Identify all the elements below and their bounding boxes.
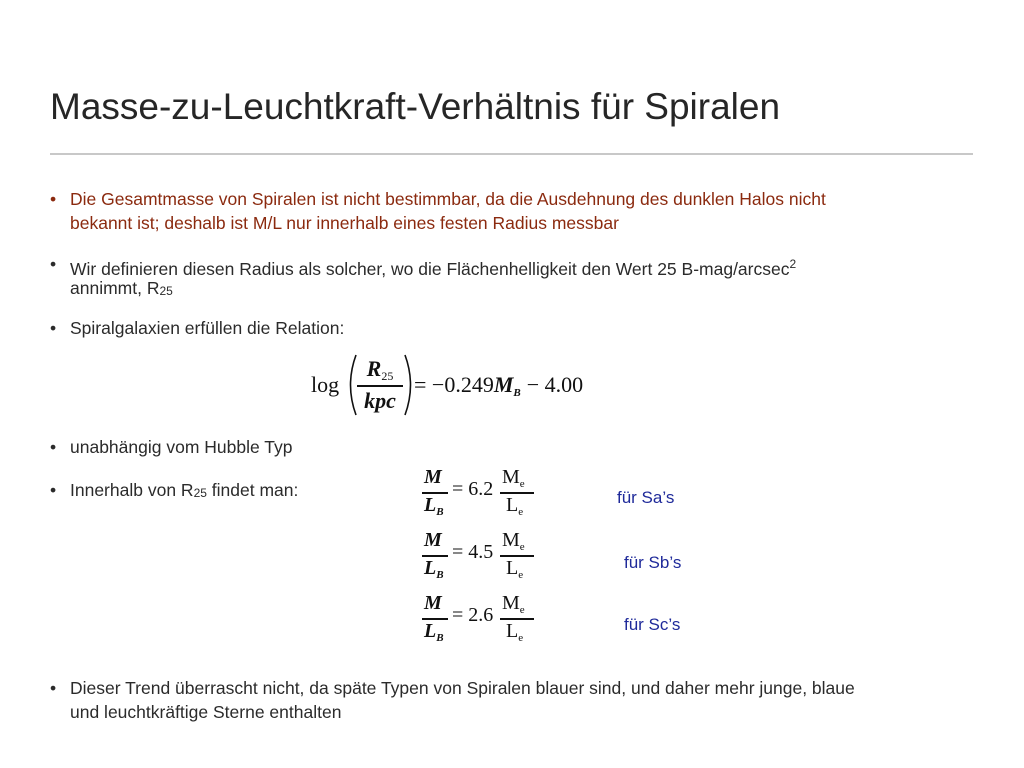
formula-mb-subscript: B xyxy=(513,387,521,399)
formula-mb: M xyxy=(493,372,514,397)
ratio-equation-sc xyxy=(422,592,542,646)
ratio-den-symbol: L xyxy=(424,620,437,642)
ratio-numerator: M xyxy=(424,529,442,551)
bullet-text-line-2: und leuchtkräftige Sterne enthalten xyxy=(70,702,342,722)
bullet-dot: • xyxy=(50,480,57,500)
ratio-denominator xyxy=(424,620,444,644)
bullet-text: unabhängig vom Hubble Typ xyxy=(70,437,293,457)
solar-num-symbol: M xyxy=(502,529,520,551)
solar-denominator xyxy=(506,557,523,581)
ratio-value: = 4.5 xyxy=(452,541,494,563)
solar-numerator xyxy=(502,466,525,490)
ratio-equation-sb xyxy=(422,529,542,583)
subscript: 25 xyxy=(159,284,173,298)
subscript: 25 xyxy=(193,486,207,500)
solar-den-symbol: L xyxy=(506,620,519,642)
bullet-dot: • xyxy=(50,189,57,209)
solar-subscript: e xyxy=(518,506,524,518)
solar-denominator xyxy=(506,494,523,518)
slide-title: Masse-zu-Leuchtkraft-Verhältnis für Spiralen xyxy=(50,86,781,127)
numerator-subscript: 25 xyxy=(381,369,394,383)
ratio-numerator: M xyxy=(424,592,442,614)
formula-rhs xyxy=(414,372,583,399)
ratio-numerator: M xyxy=(424,466,442,488)
solar-subscript: e xyxy=(518,569,524,581)
bullet-dot: • xyxy=(50,318,57,338)
solar-subscript: e xyxy=(518,632,524,644)
bullet-text-line-1: Die Gesamtmasse von Spiralen ist nicht bestimmbar, da die Ausdehnung des dunklen Halos nicht xyxy=(70,189,826,209)
formula-coefficient: = −0.249 xyxy=(414,372,494,397)
ratio-den-symbol: L xyxy=(424,494,437,516)
numerator-symbol: R xyxy=(366,356,382,381)
solar-denominator xyxy=(506,620,523,644)
bullet-dot: • xyxy=(50,254,57,274)
ratio-den-symbol: L xyxy=(424,557,437,579)
formula-constant: − 4.00 xyxy=(526,372,584,397)
ratio-den-subscript: B xyxy=(436,506,444,518)
ratio-label-sa: für Sa’s xyxy=(617,488,675,507)
bullet-text: Spiralgalaxien erfüllen die Relation: xyxy=(70,318,345,338)
solar-numerator xyxy=(502,592,525,616)
bullet-text-line-2 xyxy=(70,276,173,303)
fraction-line xyxy=(357,385,403,387)
ratio-denominator xyxy=(424,557,444,581)
formula-numerator xyxy=(359,356,401,384)
solar-subscript: e xyxy=(519,604,525,616)
solar-numerator xyxy=(502,529,525,553)
formula-log: log xyxy=(311,372,340,397)
solar-den-symbol: L xyxy=(506,494,519,516)
solar-subscript: e xyxy=(519,478,525,490)
ratio-equation-sa xyxy=(422,466,542,520)
solar-num-symbol: M xyxy=(502,592,520,614)
formula-denominator: kpc xyxy=(364,388,396,413)
bullet-dot: • xyxy=(50,437,57,457)
ratio-label-sc: für Sc’s xyxy=(624,615,681,634)
bullet-text-line-1: Dieser Trend überrascht nicht, da späte Typen von Spiralen blauer sind, und daher mehr junge, blaue xyxy=(70,678,855,698)
solar-den-symbol: L xyxy=(506,557,519,579)
bullet-text-line-2: bekannt ist; deshalb ist M/L nur innerhalb eines festen Radius messbar xyxy=(70,213,619,233)
left-paren xyxy=(344,354,358,416)
bullet-text xyxy=(70,478,298,505)
superscript: 2 xyxy=(789,257,797,271)
bullet-dot: • xyxy=(50,678,57,698)
solar-num-symbol: M xyxy=(502,466,520,488)
solar-subscript: e xyxy=(519,541,525,553)
ratio-label-sb: für Sb’s xyxy=(624,553,682,572)
ratio-den-subscript: B xyxy=(436,569,444,581)
bullet-text: Wir definieren diesen Radius als solcher, wo die Flächenhelligkeit den Wert 25 B-mag/arcsec xyxy=(70,259,790,279)
title-divider xyxy=(50,153,973,155)
bullet-text-pre: Innerhalb von R xyxy=(70,480,194,500)
ratio-denominator xyxy=(424,494,444,518)
radius-magnitude-formula xyxy=(311,352,611,418)
bullet-text: annimmt, R xyxy=(70,278,160,298)
ratio-value: = 2.6 xyxy=(452,604,494,626)
bullet-text-line-1 xyxy=(70,252,796,281)
ratio-value: = 6.2 xyxy=(452,478,494,500)
bullet-text-post: findet man: xyxy=(206,480,299,500)
ratio-den-subscript: B xyxy=(436,632,444,644)
